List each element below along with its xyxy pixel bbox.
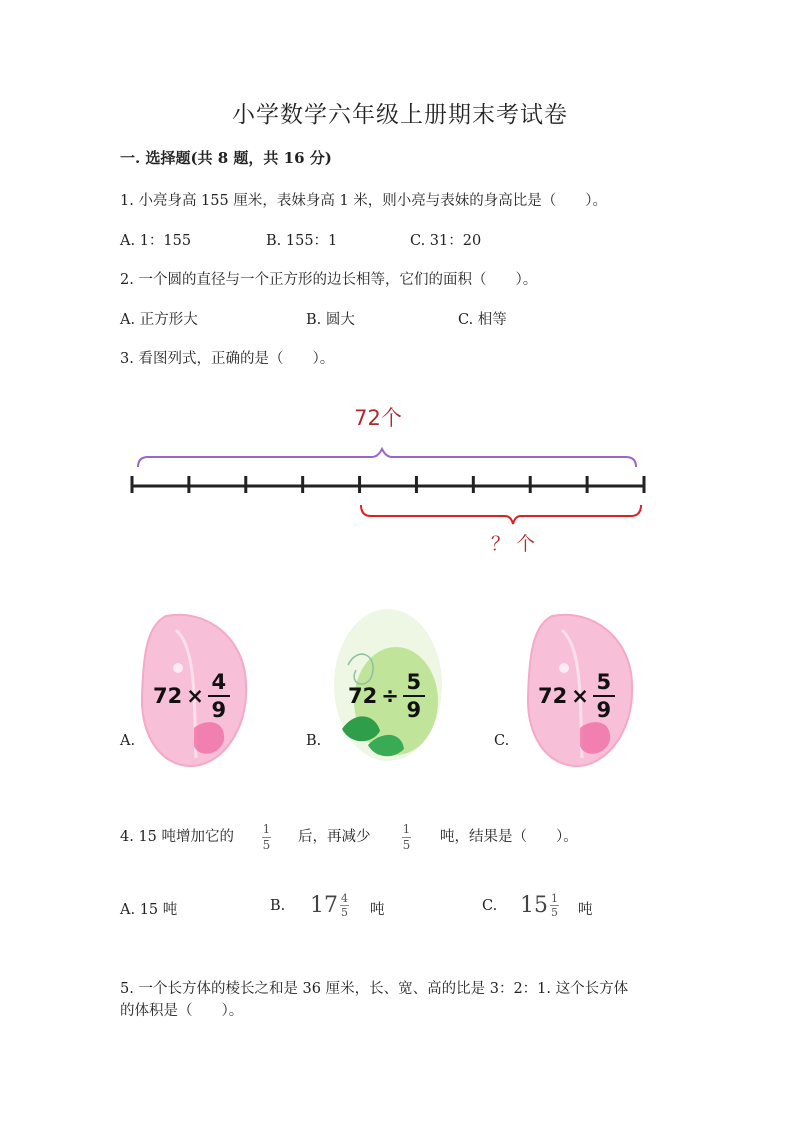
q2-option-c: C. 相等 xyxy=(458,312,507,328)
top-brace xyxy=(138,449,636,467)
question-4-part-1: 4. 15 吨增加它的 xyxy=(120,829,235,845)
page-title: 小学数学六年级上册期末考试卷 xyxy=(232,102,568,128)
fraction-c: 5 9 xyxy=(593,670,615,722)
section-heading: 一. 选择题(共 8 题，共 16 分) xyxy=(120,149,332,167)
diagram-top-label: 72个 xyxy=(354,406,402,430)
expression-c: 72 × 5 9 xyxy=(538,670,615,722)
q4-option-b-label: B. xyxy=(270,898,286,914)
q4-option-c-unit: 吨 xyxy=(578,902,593,918)
question-3: 3. 看图列式，正确的是（ ）。 xyxy=(120,351,335,367)
question-2: 2. 一个圆的直径与一个正方形的边长相等，它们的面积（ ）。 xyxy=(120,272,538,288)
q4-fraction-2: $\frac{1}{5}$ xyxy=(402,822,411,852)
q4-fraction-1: $\frac{1}{5}$ xyxy=(262,822,271,852)
expression-b: 72 ÷ 5 9 xyxy=(348,670,425,722)
q4-option-c-mixed-number: 15 $\frac{1}{5}$ xyxy=(520,892,558,919)
question-4-part-3: 吨，结果是（ ）。 xyxy=(440,829,578,845)
q1-option-b: B. 155：1 xyxy=(266,233,338,249)
q1-option-a: A. 1：155 xyxy=(120,233,192,249)
q2-option-b: B. 圆大 xyxy=(306,312,355,328)
diagram-bottom-label: ？ 个 xyxy=(490,533,536,555)
question-5-line-1: 5. 一个长方体的棱长之和是 36 厘米，长、宽、高的比是 3：2：1. 这个长方体 xyxy=(120,981,629,997)
question-1: 1. 小亮身高 155 厘米，表妹身高 1 米，则小亮与表妹的身高比是（ ）。 xyxy=(120,193,608,209)
q4-option-b-mixed-number: 17 $\frac{4}{5}$ xyxy=(310,892,348,919)
bottom-brace xyxy=(361,505,641,524)
fraction-a: 4 9 xyxy=(208,670,230,722)
q4-option-a: A. 15 吨 xyxy=(120,902,178,918)
expression-a: 72 × 4 9 xyxy=(153,670,230,722)
q1-option-c: C. 31：20 xyxy=(410,233,482,249)
q3-option-b-label: B. xyxy=(306,733,322,749)
q4-option-c-label: C. xyxy=(482,898,498,914)
q2-option-a: A. 正方形大 xyxy=(120,312,198,328)
line-segment-diagram xyxy=(120,395,660,565)
fraction-b: 5 9 xyxy=(403,670,425,722)
question-4-part-2: 后，再减少 xyxy=(298,829,371,845)
q3-option-c-label: C. xyxy=(494,733,510,749)
q4-option-b-unit: 吨 xyxy=(370,902,385,918)
q3-option-a-label: A. xyxy=(120,733,136,749)
question-5-line-2: 的体积是（ ）。 xyxy=(120,1003,244,1019)
